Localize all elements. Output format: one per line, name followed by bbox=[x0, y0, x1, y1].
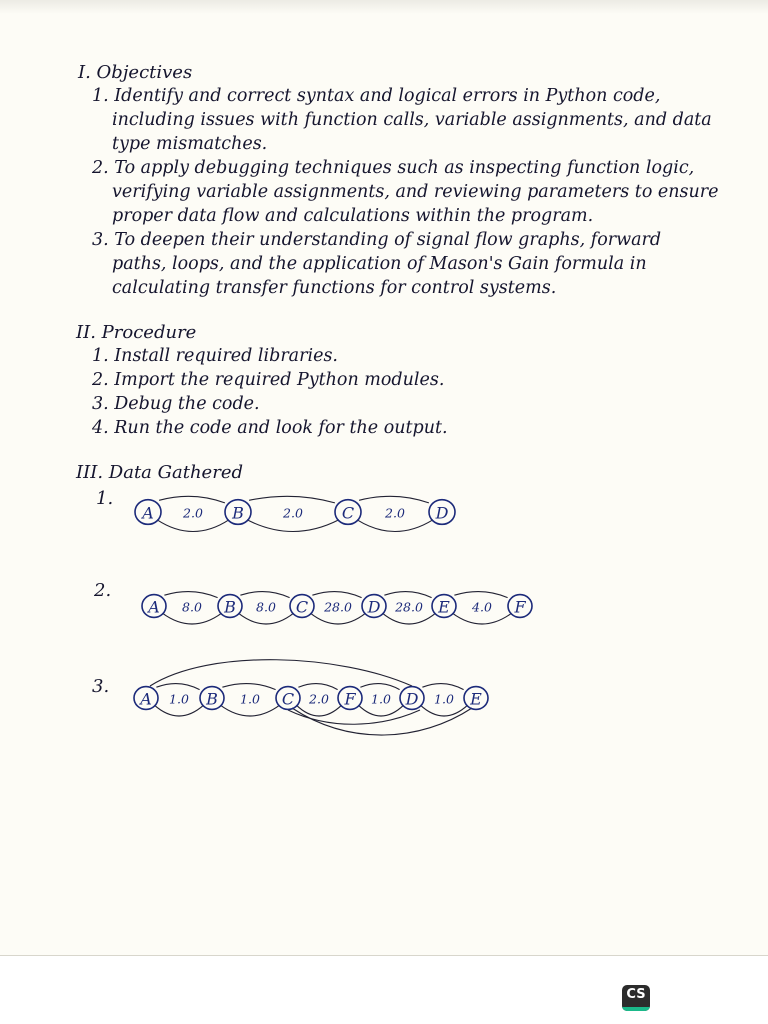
graph-3-gain-label: 1.0 bbox=[169, 691, 189, 707]
graph-2-feedback-branch bbox=[312, 592, 361, 598]
data-gathered-heading: III. Data Gathered bbox=[76, 462, 243, 483]
objective-2-line-1: 2. To apply debugging techniques such as inspecting function logic, bbox=[92, 158, 695, 178]
graph-1-forward-branch bbox=[357, 520, 433, 532]
graph-3-forward-branch bbox=[154, 705, 203, 716]
objective-3-line-1: 3. To deepen their understanding of signal flow graphs, forward bbox=[92, 230, 662, 250]
graph-3-node-label: D bbox=[405, 689, 419, 709]
objectives-heading: I. Objectives bbox=[78, 62, 193, 83]
graph-2-forward-branch bbox=[162, 613, 221, 624]
objective-1-line-2: including issues with function calls, variable assignments, and data bbox=[112, 110, 712, 130]
graph-3-node-label: F bbox=[344, 689, 356, 709]
graph-2-feedback-branch bbox=[240, 592, 289, 598]
procedure-heading: II. Procedure bbox=[76, 322, 197, 343]
objective-1-line-1: 1. Identify and correct syntax and logical errors in Python code, bbox=[92, 86, 661, 106]
graph-2-node-label: E bbox=[438, 597, 450, 617]
graph-2-gain-label: 28.0 bbox=[395, 599, 423, 615]
graph-2-node-label: F bbox=[514, 597, 526, 617]
graph-1-forward-branch bbox=[247, 520, 339, 532]
objective-2-line-2: verifying variable assignments, and reviewing parameters to ensure bbox=[112, 182, 719, 202]
graph-3-node-label: E bbox=[470, 689, 482, 709]
graph-1-number: 1. bbox=[96, 488, 114, 509]
graph-2-feedback-branch bbox=[164, 592, 217, 598]
graph-1-feedback-branch bbox=[249, 496, 335, 503]
graph-3-feedback-branch bbox=[360, 684, 399, 690]
graph-2-forward-branch bbox=[310, 613, 365, 624]
graph-3-gain-label: 1.0 bbox=[434, 691, 454, 707]
graph-1-gain-label: 2.0 bbox=[385, 505, 405, 521]
objective-3-line-3: calculating transfer functions for control systems. bbox=[112, 278, 557, 298]
graph-2-gain-label: 8.0 bbox=[256, 599, 276, 615]
graph-3-feedback-branch bbox=[156, 684, 199, 690]
objective-3-line-2: paths, loops, and the application of Mason's Gain formula in bbox=[112, 254, 647, 274]
graph-2-forward-branch bbox=[452, 613, 511, 624]
graph-2-forward-branch bbox=[382, 613, 435, 624]
camscanner-logo bbox=[622, 985, 650, 1011]
graph-3-forward-branch bbox=[220, 705, 279, 716]
graph-2-gain-label: 28.0 bbox=[324, 599, 352, 615]
graph-2-feedback-branch bbox=[454, 592, 507, 598]
graph-1-feedback-branch bbox=[159, 496, 225, 503]
signal-flow-graph-1 bbox=[120, 486, 470, 552]
signal-flow-graph-3 bbox=[120, 650, 500, 750]
scan-edge-shadow bbox=[0, 0, 768, 14]
graph-1-gain-label: 2.0 bbox=[283, 505, 303, 521]
camscanner-logo-accent bbox=[622, 1007, 650, 1011]
graph-1-node-label: C bbox=[341, 503, 355, 523]
graph-3-feedback-branch bbox=[298, 684, 337, 690]
graph-3-feedback-branch bbox=[222, 684, 275, 690]
graph-3-gain-label: 1.0 bbox=[371, 691, 391, 707]
graph-2-node-label: B bbox=[224, 597, 236, 617]
graph-1-forward-branch bbox=[157, 520, 229, 532]
objective-1-line-3: type mismatches. bbox=[112, 134, 268, 154]
graph-1-feedback-branch bbox=[359, 496, 429, 503]
graph-2-feedback-branch bbox=[384, 592, 431, 598]
procedure-step-3: 3. Debug the code. bbox=[92, 394, 260, 414]
graph-3-gain-label: 2.0 bbox=[309, 691, 329, 707]
graph-1-gain-label: 2.0 bbox=[183, 505, 203, 521]
procedure-step-1: 1. Install required libraries. bbox=[92, 346, 338, 366]
graph-2-gain-label: 8.0 bbox=[182, 599, 202, 615]
graph-1-node-label: B bbox=[232, 503, 244, 523]
graph-3-node-label: C bbox=[281, 689, 295, 709]
graph-3-feedback-branch bbox=[422, 684, 463, 690]
camscanner-logo-text: CS bbox=[626, 987, 646, 1002]
objective-2-line-3: proper data flow and calculations within the program. bbox=[112, 206, 594, 226]
graph-2-number: 2. bbox=[94, 580, 112, 601]
graph-3-skip-branch bbox=[288, 710, 420, 724]
graph-3-node-label: A bbox=[140, 689, 152, 709]
graph-2-node-label: C bbox=[295, 597, 309, 617]
graph-2-node-label: D bbox=[367, 597, 381, 617]
graph-2-node-label: A bbox=[148, 597, 160, 617]
procedure-step-2: 2. Import the required Python modules. bbox=[92, 370, 445, 390]
graph-1-node-label: A bbox=[142, 503, 154, 523]
graph-3-gain-label: 1.0 bbox=[240, 691, 260, 707]
graph-3-long-feedback-loop bbox=[150, 660, 412, 686]
graph-2-gain-label: 4.0 bbox=[472, 599, 492, 615]
graph-3-node-label: B bbox=[206, 689, 218, 709]
graph-2-forward-branch bbox=[238, 613, 293, 624]
graph-3-forward-branch bbox=[358, 705, 403, 716]
graph-3-number: 3. bbox=[92, 676, 110, 697]
graph-1-node-label: D bbox=[435, 503, 449, 523]
signal-flow-graph-2 bbox=[120, 572, 540, 638]
procedure-step-4: 4. Run the code and look for the output. bbox=[92, 418, 448, 438]
